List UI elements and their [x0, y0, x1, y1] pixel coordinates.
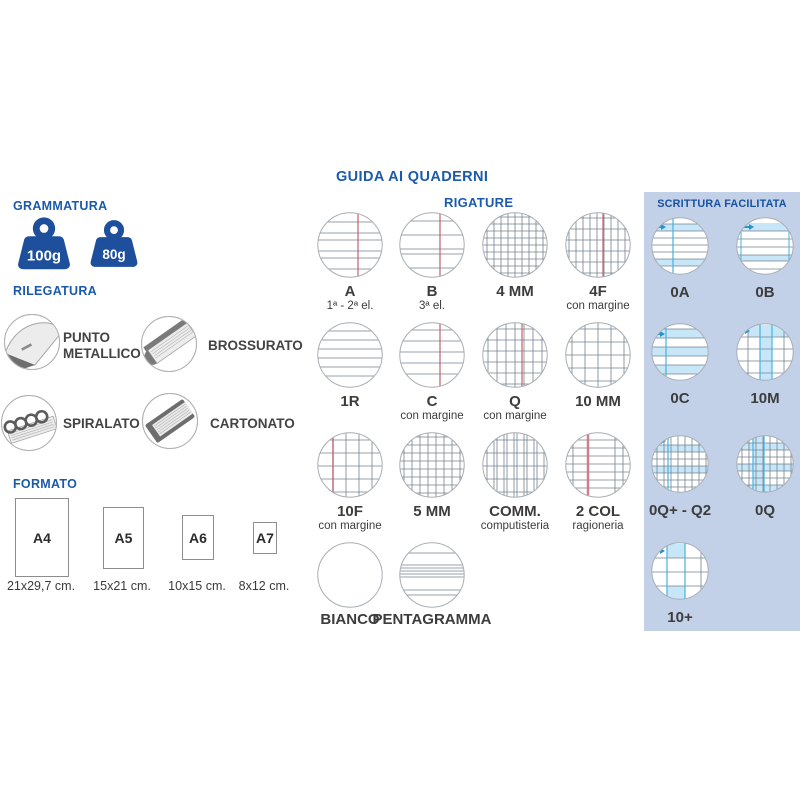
ruling-sample: [399, 212, 465, 278]
easy-writing-sample: [736, 323, 794, 381]
ruling-sample: [317, 322, 383, 388]
easy-writing-label: 0C: [670, 390, 690, 407]
ruling-label: A: [344, 283, 356, 300]
ruling-sublabel: con margine: [400, 410, 464, 422]
paper-size-box: A4: [15, 498, 69, 577]
rilegatura-label: PUNTO METALLICO: [63, 330, 141, 361]
ruling-sample: [565, 212, 631, 278]
ruling-sample: [565, 432, 631, 498]
paper-size-caption: 10x15 cm.: [168, 579, 226, 593]
ruling-sample: [399, 432, 465, 498]
weight-icon: [13, 216, 75, 279]
ruling-sublabel: computisteria: [480, 520, 550, 532]
ruling-sublabel: con margine: [566, 300, 630, 312]
spiral-binding-icon: [0, 394, 58, 457]
page-title: GUIDA AI QUADERNI: [336, 169, 489, 185]
easy-writing-sample: [651, 542, 709, 600]
easy-writing-sample: [651, 435, 709, 493]
ruling-label: 1R: [340, 393, 360, 410]
rilegatura-header: RILEGATURA: [13, 284, 98, 298]
paper-size-box: A6: [182, 515, 214, 560]
ruling-label: PENTAGRAMMA: [372, 611, 492, 628]
ruling-sample: [482, 432, 548, 498]
ruling-label: 10F: [337, 503, 363, 520]
ruling-sample: [482, 322, 548, 388]
glued-binding-icon: [140, 315, 198, 378]
ruling-sample: [565, 322, 631, 388]
easy-writing-label: 0A: [670, 284, 690, 301]
ruling-label: 4F: [589, 283, 607, 300]
ruling-label: C: [426, 393, 438, 410]
ruling-label: 5 MM: [413, 503, 451, 520]
ruling-sample: [317, 542, 383, 608]
ruling-label: 4 MM: [496, 283, 534, 300]
ruling-sample: [399, 322, 465, 388]
rilegatura-label: SPIRALATO: [63, 416, 140, 431]
scrittura-facilitata-header: SCRITTURA FACILITATA: [657, 198, 787, 210]
ruling-label: COMM.: [489, 503, 541, 520]
rilegatura-label: BROSSURATO: [208, 338, 303, 353]
hardcover-binding-icon: [141, 392, 199, 455]
ruling-sublabel: con margine: [318, 520, 382, 532]
easy-writing-label: 0B: [755, 284, 775, 301]
paper-size-caption: 8x12 cm.: [238, 579, 290, 593]
formato-header: FORMATO: [13, 477, 78, 491]
ruling-sample: [399, 542, 465, 608]
rigature-header: RIGATURE: [444, 195, 514, 210]
grammatura-header: GRAMMATURA: [13, 199, 108, 213]
easy-writing-sample: [736, 217, 794, 275]
easy-writing-sample: [736, 435, 794, 493]
ruling-sublabel: con margine: [483, 410, 547, 422]
ruling-sublabel: ragioneria: [572, 520, 624, 532]
svg-text:80g: 80g: [102, 247, 126, 262]
ruling-label: B: [426, 283, 438, 300]
ruling-sample: [317, 432, 383, 498]
easy-writing-sample: [651, 323, 709, 381]
paper-size-caption: 15x21 cm.: [93, 579, 151, 593]
paper-size-box: A7: [253, 522, 277, 554]
svg-text:100g: 100g: [26, 247, 62, 265]
ruling-sample: [317, 212, 383, 278]
paper-size-caption: 21x29,7 cm.: [6, 579, 76, 593]
easy-writing-label: 0Q+ - Q2: [648, 502, 712, 519]
paper-size-box: A5: [103, 507, 144, 569]
ruling-label: BIANCO: [320, 611, 380, 628]
easy-writing-label: 10+: [667, 609, 693, 626]
ruling-label: 2 COL: [575, 503, 621, 520]
rilegatura-label: CARTONATO: [210, 416, 295, 431]
ruling-label: 10 MM: [575, 393, 621, 410]
easy-writing-sample: [651, 217, 709, 275]
easy-writing-label: 0Q: [754, 502, 775, 519]
weight-icon: [86, 216, 142, 279]
staple-binding-icon: [3, 313, 61, 376]
easy-writing-label: 10M: [750, 390, 780, 407]
ruling-sublabel: 1ª - 2ª el.: [326, 300, 374, 312]
ruling-sample: [482, 212, 548, 278]
ruling-label: Q: [509, 393, 521, 410]
ruling-sublabel: 3ª el.: [419, 300, 445, 312]
